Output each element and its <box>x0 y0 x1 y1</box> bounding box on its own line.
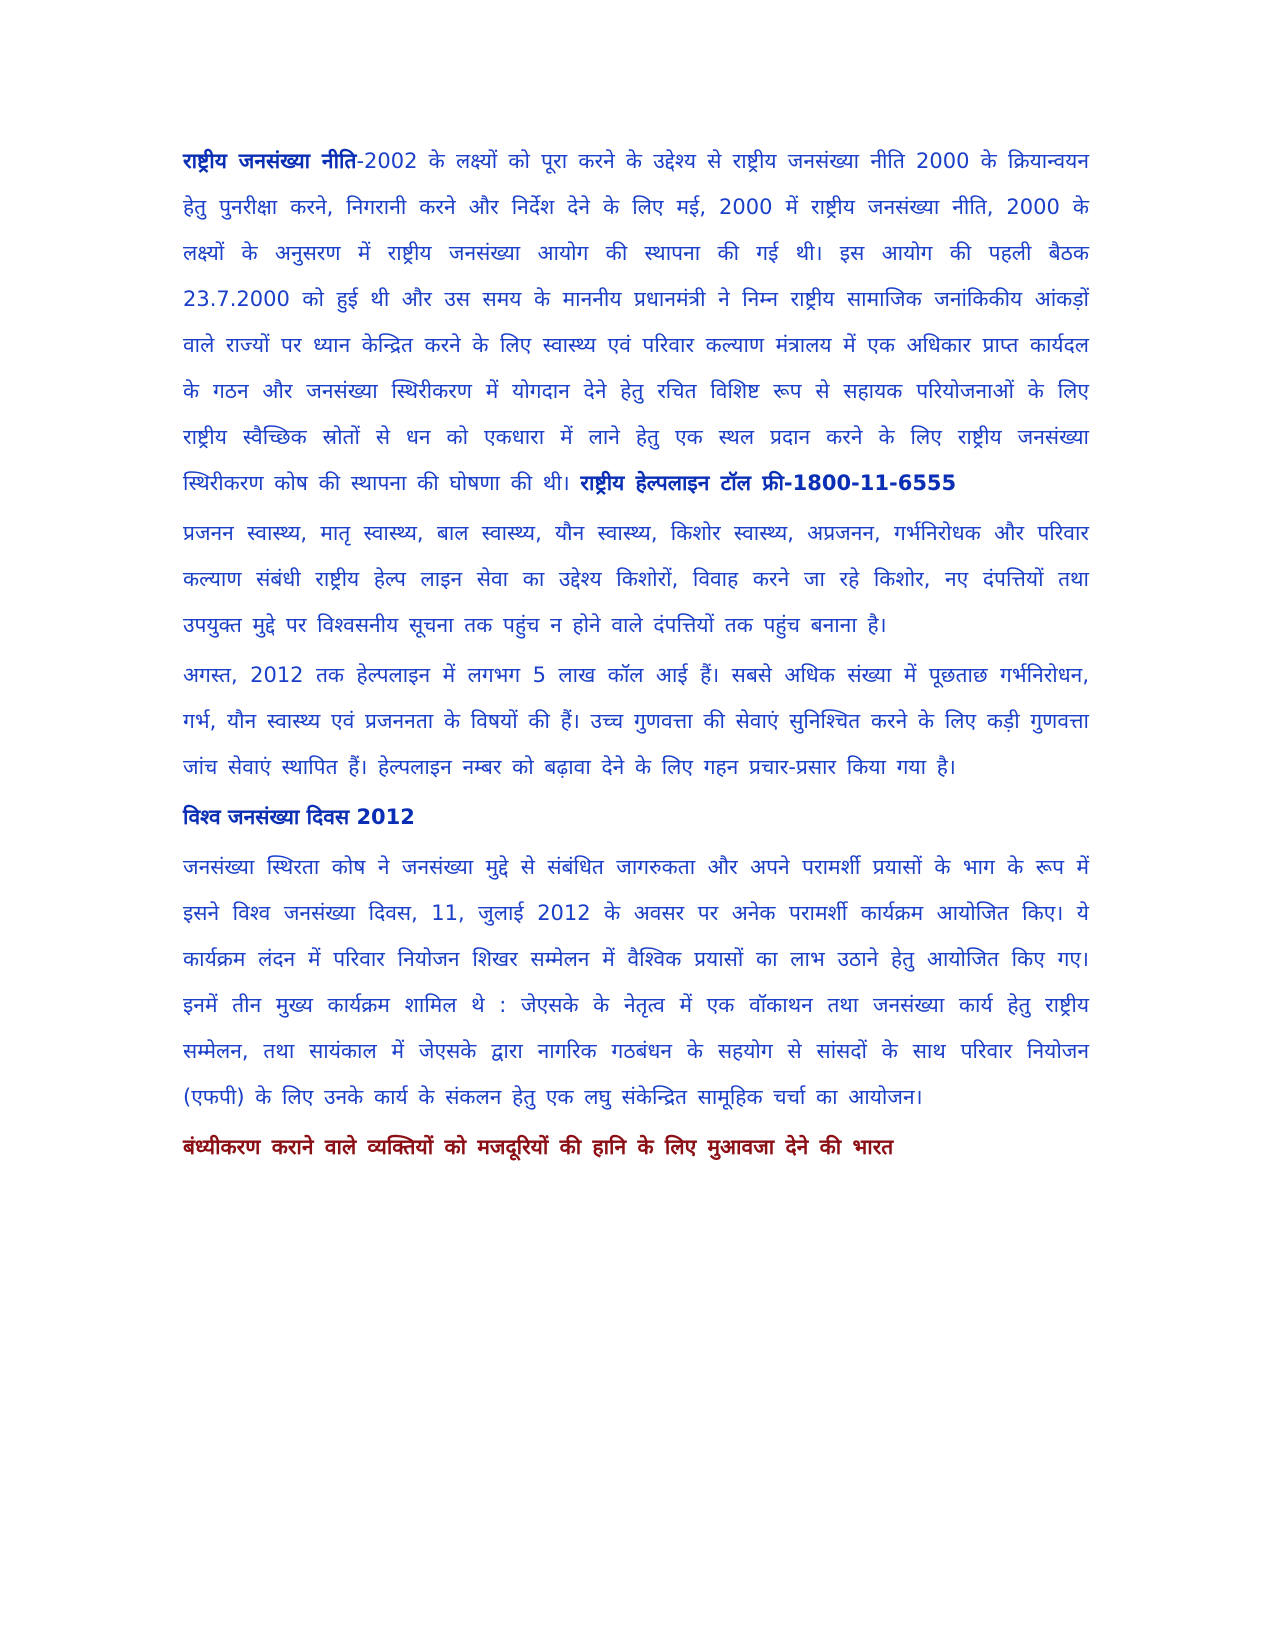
helpline-paragraph: प्रजनन स्वास्थ्य, मातृ स्वास्थ्य, बाल स्वास्थ्य, यौन स्वास्थ्य, किशोर स्वास्थ्य, अप्रजनन, गर्भनिरोधक और परिवार कल्याण संबंधी राष्ट्रीय हेल्प लाइन सेवा का उद्देश्य किशोरों, विवाह करने जा रहे किशोर, नए दंपत्तियों तथा उपयुक्त मुद्दे पर विश्वसनीय सूचना तक पहुंच न होने वाले दंपत्तियों तक पहुंच बनाना है। <box>183 521 1089 637</box>
document-page <box>183 138 1089 1170</box>
population-day-heading: विश्व जनसंख्या दिवस 2012 <box>183 805 415 829</box>
population-day-paragraph: जनसंख्या स्थिरता कोष ने जनसंख्या मुद्दे से संबंधित जागरुकता और अपने परामर्शी प्रयासों के भाग के रूप में इसने विश्व जनसंख्या दिवस, 11, जुलाई 2012 के अवसर पर अनेक परामर्शी कार्यक्रम आयोजित किए। ये कार्यक्रम लंदन में परिवार नियोजन शिखर सम्मेलन में वैश्विक प्रयासों का लाभ उठाने हेतु आयोजित किए गए। इनमें तीन मुख्य कार्यक्रम शामिल थे : जेएसके के नेतृत्व में एक वॉकाथन तथा जनसंख्या कार्य हेतु राष्ट्रीय सम्मेलन, तथा सायंकाल में जेएसके द्वारा नागरिक गठबंधन के सहयोग से सांसदों के साथ परिवार नियोजन (एफपी) के लिए उनके कार्य के संकलन हेतु एक लघु संकेन्द्रित सामूहिक चर्चा का आयोजन। <box>183 855 1089 1109</box>
policy-heading: राष्ट्रीय जनसंख्या नीति <box>183 149 357 173</box>
helpline-heading: राष्ट्रीय हेल्पलाइन टॉल फ्री-1800-11-6555 <box>580 471 957 495</box>
compensation-heading: बंध्यीकरण कराने वाले व्यक्तियों को मजदूरियों की हानि के लिए मुआवजा देने की भारत <box>183 1135 894 1159</box>
policy-body: -2002 के लक्ष्यों को पूरा करने के उद्देश्य से राष्ट्रीय जनसंख्या नीति 2000 के क्रियान्वयन हेतु पुनरीक्षा करने, निगरानी करने और निर्देश देने के लिए मई, 2000 में राष्ट्रीय जनसंख्या नीति, 2000 के लक्ष्यों के अनुसरण में राष्ट्रीय जनसंख्या आयोग की स्थापना की गई थी। इस आयोग की पहली बैठक 23.7.2000 को हुई थी और उस समय के माननीय प्रधानमंत्री ने निम्न राष्ट्रीय सामाजिक जनांकिकीय आंकड़ों वाले राज्यों पर ध्यान केन्द्रित करने के लिए स्वास्थ्य एवं परिवार कल्याण मंत्रालय में एक अधिकार प्राप्त कार्यदल के गठन और जनसंख्या स्थिरीकरण में योगदान देने हेतु रचित विशिष्ट रूप से सहायक परियोजनाओं के लिए राष्ट्रीय स्वैच्छिक स्रोतों से धन को एकधारा में लाने हेतु एक स्थल प्रदान करने के लिए राष्ट्रीय जनसंख्या स्थिरीकरण कोष की स्थापना की घोषणा की थी। <box>183 149 1089 495</box>
calls-paragraph: अगस्त, 2012 तक हेल्पलाइन में लगभग 5 लाख कॉल आई हैं। सबसे अधिक संख्या में पूछताछ गर्भनिरोधन, गर्भ, यौन स्वास्थ्य एवं प्रजननता के विषयों की हैं। उच्च गुणवत्ता की सेवाएं सुनिश्चित करने के लिए कड़ी गुणवत्ता जांच सेवाएं स्थापित हैं। हेल्पलाइन नम्बर को बढ़ावा देने के लिए गहन प्रचार-प्रसार किया गया है। <box>183 663 1089 779</box>
policy-paragraph <box>183 138 1089 506</box>
